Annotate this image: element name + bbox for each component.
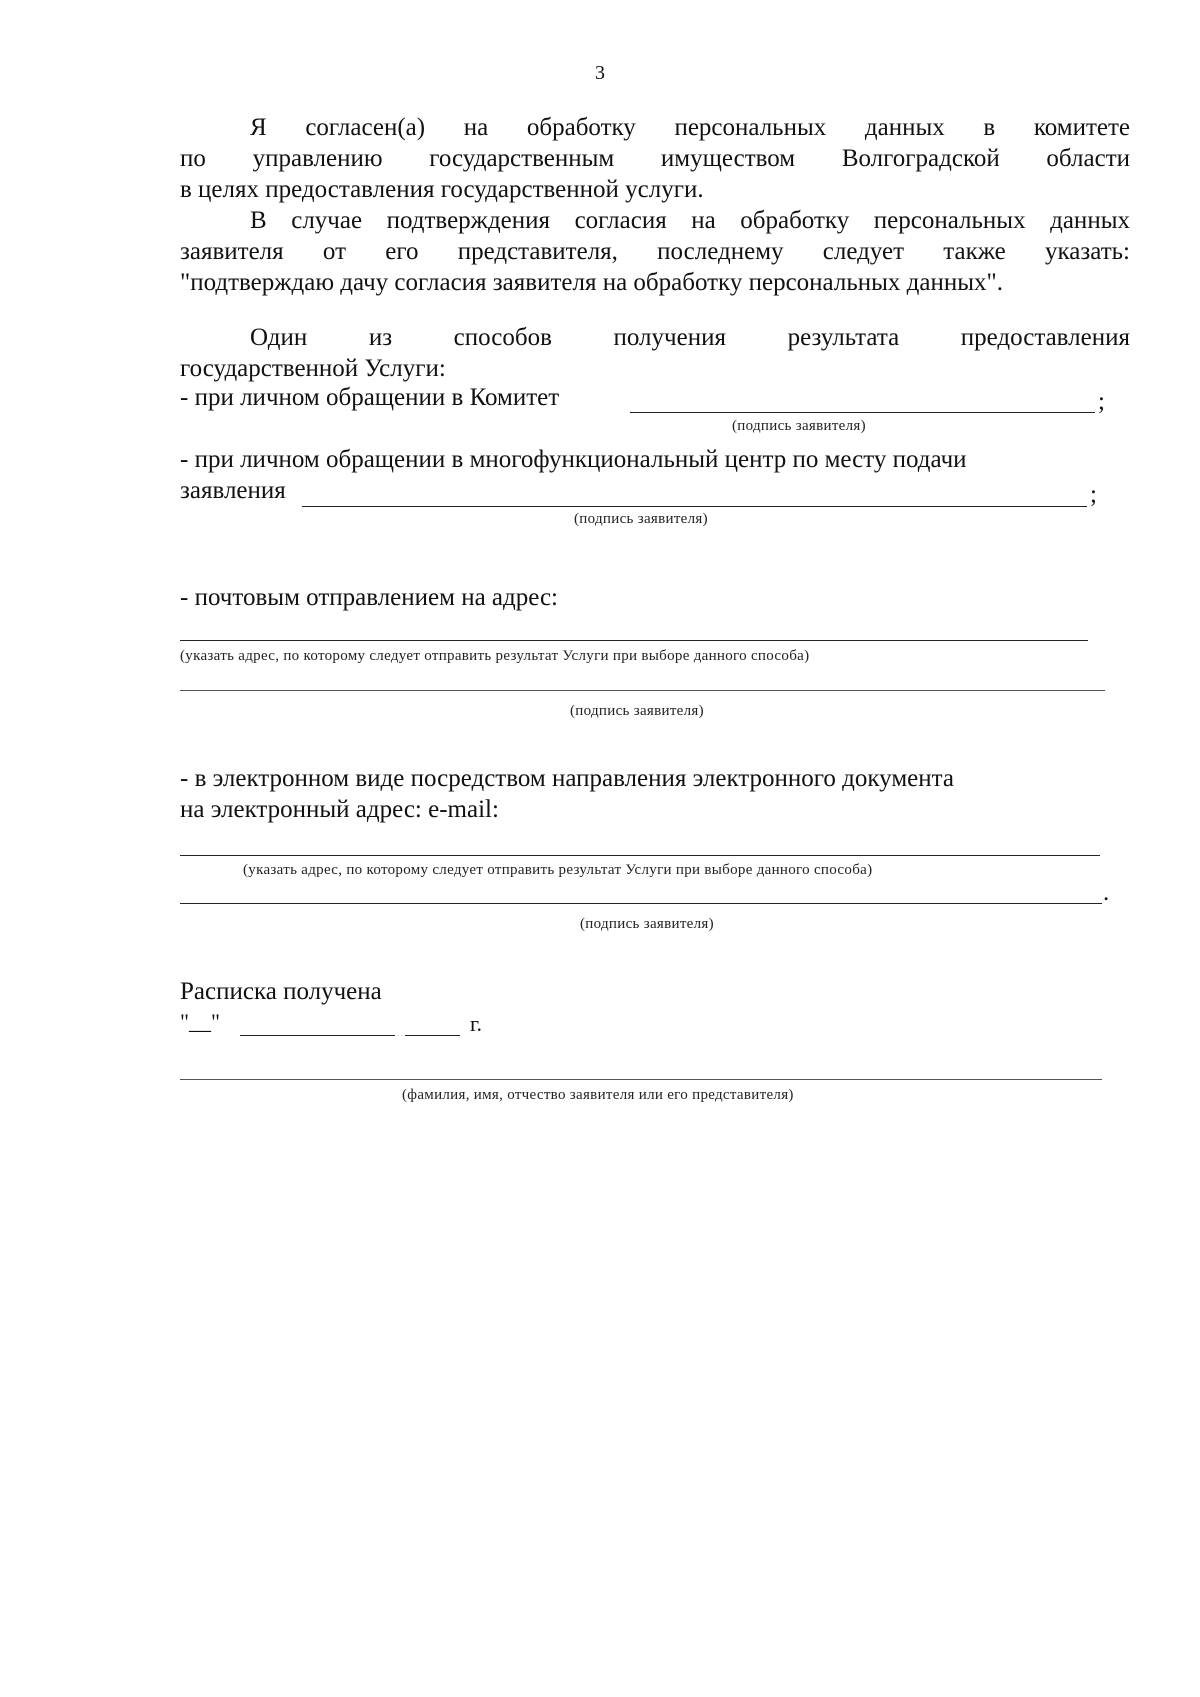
postal-address-caption: (указать адрес, по которому следует отправить результат Услуги при выборе данного способа) — [180, 648, 810, 664]
consent-line-2: по управлению государственным имуществом Волгоградской области — [180, 145, 1130, 172]
page-number: 3 — [595, 62, 605, 84]
receipt-date-quotes: "__" — [180, 1009, 220, 1034]
representative-line-2: заявителя от его представителя, последнему следует также указать: — [180, 238, 1130, 265]
postal-signature-caption: (подпись заявителя) — [570, 703, 704, 719]
postal-signature-line[interactable] — [180, 690, 1105, 691]
method-postal-label: - почтовым отправлением на адрес: — [180, 584, 558, 611]
representative-line-3: "подтверждаю дачу согласия заявителя на обработку персональных данных". — [180, 269, 1003, 296]
email-period: . — [1103, 879, 1110, 906]
receipt-title: Расписка получена — [180, 978, 382, 1005]
committee-signature-caption: (подпись заявителя) — [732, 418, 866, 434]
method-mfc-label-line-1: - при личном обращении в многофункциональный центр по месту подачи — [180, 446, 967, 473]
method-mfc-label-line-2: заявления — [180, 477, 286, 504]
consent-word: согласен(а) — [305, 114, 426, 141]
mfc-signature-line[interactable] — [302, 506, 1087, 507]
consent-line-1 — [180, 112, 1130, 143]
methods-intro-line-1: Один из способов получения результата предоставления — [250, 324, 1130, 351]
receipt-full-name-caption: (фамилия, имя, отчество заявителя или его представителя) — [402, 1087, 794, 1103]
email-signature-caption: (подпись заявителя) — [580, 916, 714, 932]
mfc-semicolon: ; — [1090, 481, 1097, 508]
postal-address-line[interactable] — [180, 640, 1088, 641]
mfc-signature-caption: (подпись заявителя) — [574, 511, 708, 527]
method-electronic-label-line-1: - в электронном виде посредством направления электронного документа — [180, 765, 954, 792]
receipt-year-line[interactable] — [405, 1035, 460, 1036]
representative-line-1: В случае подтверждения согласия на обработку персональных данных — [250, 207, 1130, 234]
receipt-month-line[interactable] — [240, 1035, 395, 1036]
method-committee-label: - при личном обращении в Комитет — [180, 384, 560, 411]
method-electronic-label-line-2: на электронный адрес: e-mail: — [180, 796, 499, 823]
committee-semicolon: ; — [1098, 388, 1105, 415]
consent-line-3: в целях предоставления государственной услуги. — [180, 176, 704, 203]
email-signature-line[interactable] — [180, 903, 1102, 904]
committee-signature-line[interactable] — [630, 412, 1095, 413]
email-address-caption: (указать адрес, по которому следует отправить результат Услуги при выборе данного способа) — [243, 862, 873, 878]
consent-word: на — [463, 114, 489, 141]
consent-word: Я — [250, 114, 267, 141]
receipt-year-suffix: г. — [470, 1011, 483, 1036]
email-address-line[interactable] — [180, 855, 1100, 856]
methods-intro-line-2: государственной Услуги: — [180, 355, 446, 382]
receipt-full-name-line[interactable] — [180, 1079, 1102, 1080]
consent-word: обработку персональных данных в комитете — [526, 114, 1130, 141]
